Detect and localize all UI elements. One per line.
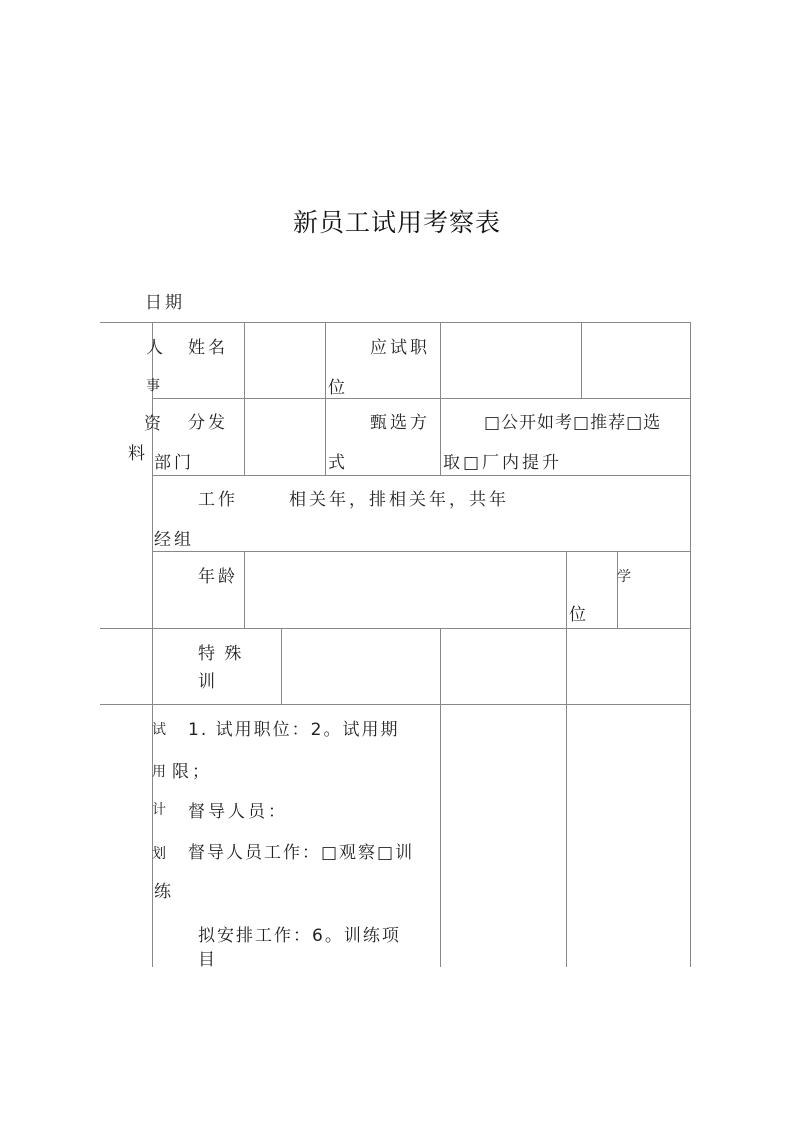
plan-line: 督导人员：: [188, 802, 288, 822]
table-border: [100, 628, 690, 629]
age-label: 年龄: [198, 567, 238, 587]
side-label: 试: [152, 722, 169, 738]
work-label-cont: 经组: [154, 530, 194, 550]
work-value: 相关年，排相关年，共年: [289, 490, 509, 510]
table-border: [281, 628, 282, 704]
method-label: 甄选方: [370, 413, 430, 433]
position-label-cont: 位: [328, 378, 348, 398]
page-title: 新员工试用考察表: [292, 208, 501, 237]
method-options: □公开如考□推荐□选: [484, 413, 662, 433]
method-options-cont: 取□厂内提升: [443, 453, 563, 473]
education-label: 学: [617, 569, 634, 585]
method-label-cont: 式: [328, 453, 348, 473]
side-label: 用: [152, 764, 169, 780]
table-border: [617, 551, 618, 628]
side-label: 练: [154, 882, 174, 902]
side-label: 资: [144, 414, 164, 434]
table-border: [100, 322, 690, 323]
work-label: 工作: [198, 490, 238, 510]
plan-line: 拟安排工作：6。训练项: [198, 926, 401, 946]
date-label: 日期: [145, 293, 185, 313]
table-border: [690, 322, 691, 967]
table-border: [440, 628, 441, 967]
table-border: [244, 322, 245, 475]
plan-line: 限；: [172, 762, 212, 782]
table-border: [581, 322, 582, 398]
table-border: [566, 551, 567, 967]
special-training-label: 特 殊: [198, 644, 244, 664]
position-label: 应试职: [370, 338, 430, 358]
side-label: 计: [152, 802, 169, 818]
dept-label: 分发: [188, 413, 228, 433]
plan-line: 督导人员工作：□观察□训: [188, 843, 415, 863]
table-border: [100, 704, 690, 705]
side-label: 料: [128, 444, 148, 464]
dept-label-cont: 部门: [154, 453, 194, 473]
table-border: [152, 551, 690, 552]
education-label-cont: 位: [569, 605, 589, 625]
side-label: 人: [146, 338, 166, 358]
table-border: [152, 475, 690, 476]
table-border: [440, 322, 441, 475]
table-border: [325, 322, 326, 475]
special-training-label-cont: 训: [198, 672, 218, 692]
table-border: [152, 398, 690, 399]
plan-line: 1. 试用职位：2。试用期: [188, 720, 400, 740]
side-label: 划: [152, 846, 169, 862]
table-border: [244, 551, 245, 628]
name-label: 姓名: [188, 338, 228, 358]
plan-line: 目: [198, 950, 218, 967]
side-label: 事: [146, 378, 163, 394]
